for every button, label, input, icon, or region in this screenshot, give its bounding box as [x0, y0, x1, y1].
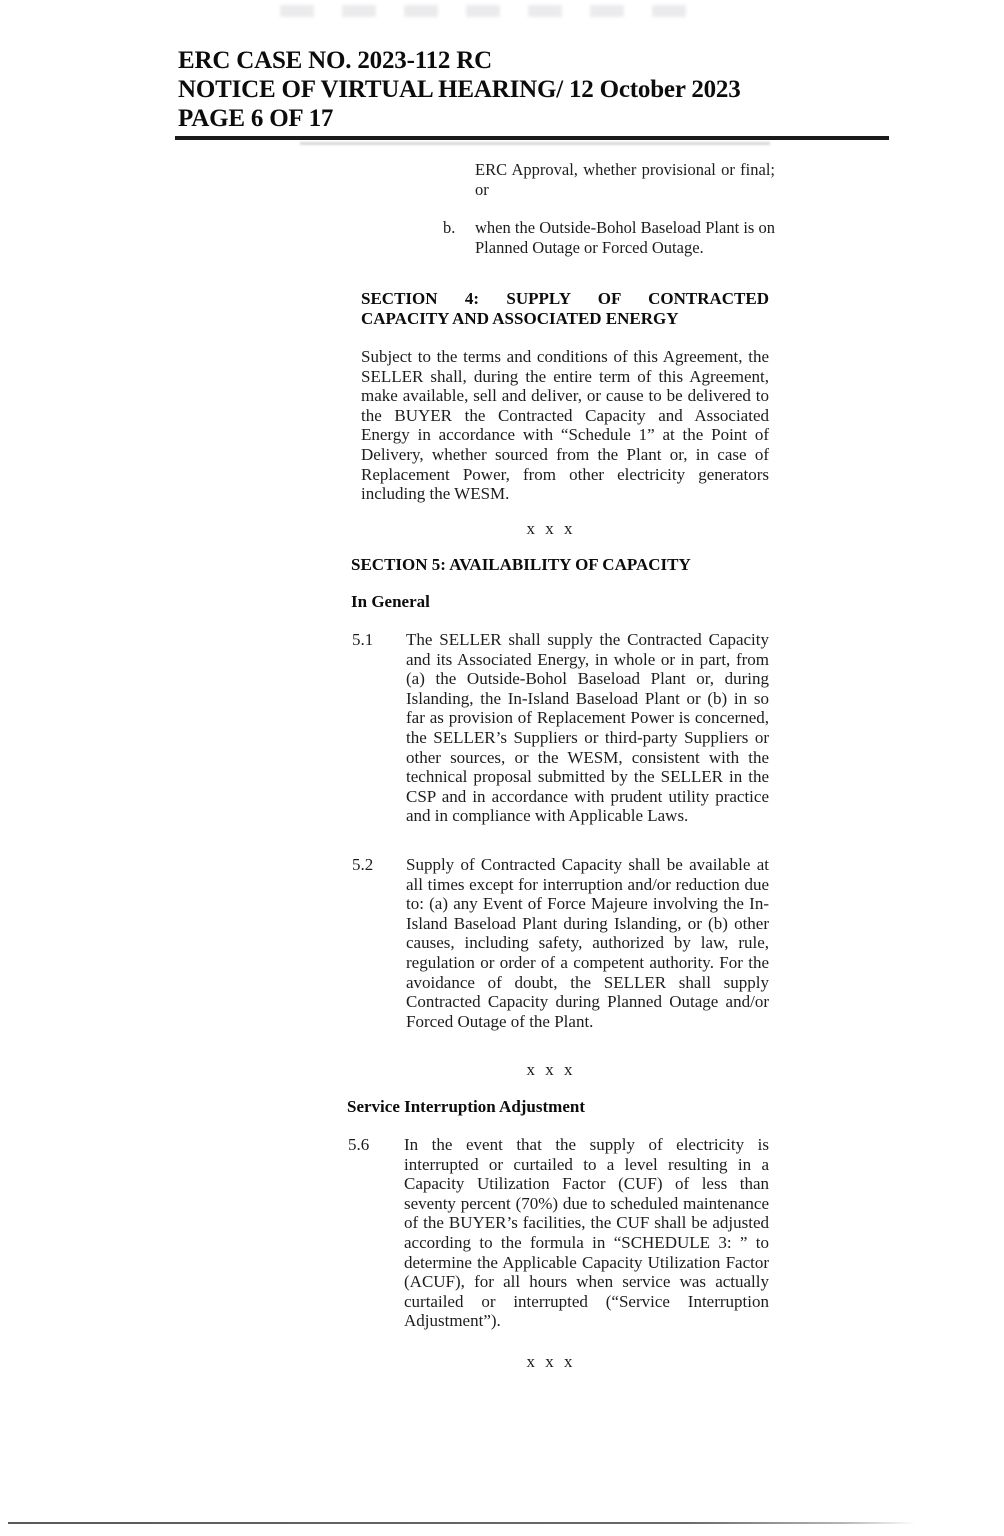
- clause-5-2-text: Supply of Contracted Capacity shall be available at all times except for interruption and/or reduction due to: (a) any Event of Force Majeure involving the In-Island Baseload Plant during Islanding, or (b) other causes, including safety, authorized by law, rule, regulation or order of a competent authority. For the avoidance of doubt, the SELLER shall supply Contracted Capacity during Planned Outage and/or Forced Outage of the Plant.: [406, 855, 769, 1031]
- separator-xxx-2: x x x: [526, 1060, 574, 1079]
- list-item-b-marker: b.: [443, 218, 456, 237]
- scan-artifact-rule-ghost: [300, 142, 770, 145]
- section-4-heading-line2: CAPACITY AND ASSOCIATED ENERGY: [361, 308, 679, 328]
- section-4-heading: [361, 289, 769, 328]
- header-page-number: PAGE 6 OF 17: [178, 105, 334, 132]
- section-4-heading-line1: SECTION 4: SUPPLY OF CONTRACTED: [361, 289, 769, 308]
- list-item-b: [443, 218, 775, 257]
- section-4-body-paragraph: Subject to the terms and conditions of this Agreement, the SELLER shall, during the entire term of this Agreement, make available, sell and deliver, or cause to be delivered to the BUYER the Contracted Capacity and Associated Energy in accordance with “Schedule 1” at the Point of Delivery, whether sourced from the Plant or, in case of Replacement Power, from other electricity generators including the WESM.: [361, 347, 769, 504]
- list-item-a-continuation-text: ERC Approval, whether provisional or final; or: [475, 160, 775, 199]
- bottom-scan-line: [8, 1522, 916, 1524]
- clause-5-2-number: 5.2: [352, 855, 374, 874]
- clause-5-1-number: 5.1: [352, 630, 374, 649]
- subheading-in-general: In General: [351, 592, 430, 611]
- header-rule: [175, 136, 889, 140]
- clause-5-6: [348, 1135, 769, 1331]
- section-5-heading: SECTION 5: AVAILABILITY OF CAPACITY: [351, 555, 691, 574]
- separator-xxx-3: x x x: [526, 1352, 574, 1371]
- clause-5-6-text: In the event that the supply of electricity is interrupted or curtailed to a level resulting in a Capacity Utilization Factor (CUF) of less than seventy percent (70%) due to scheduled maintenance of the BUYER’s facilities, the CUF shall be adjusted according to the formula in “SCHEDULE 3: ” to determine the Applicable Capacity Utilization Factor (ACUF), for all hours when service was actually curtailed or interrupted (“Service Interruption Adjustment”).: [404, 1135, 769, 1331]
- subheading-service-interruption-adjustment: Service Interruption Adjustment: [347, 1097, 585, 1116]
- clause-5-1-text: The SELLER shall supply the Contracted Capacity and its Associated Energy, in whole or in part, from (a) the Outside-Bohol Baseload Plant or, during Islanding, the In-Island Baseload Plant or (b) in so far as provision of Replacement Power is concerned, the SELLER’s Suppliers or third-party Suppliers or other sources, or the WESM, consistent with the technical proposal submitted by the SELLER in the CSP and in accordance with prudent utility practice and in compliance with Applicable Laws.: [406, 630, 769, 826]
- document-header: [178, 46, 918, 133]
- header-case-number: ERC CASE NO. 2023-112 RC: [178, 47, 492, 74]
- scan-artifact-top: [280, 5, 710, 17]
- separator-xxx-1: x x x: [526, 519, 574, 538]
- clause-5-6-number: 5.6: [348, 1135, 370, 1154]
- clause-5-2: [352, 855, 769, 1031]
- header-notice-title: NOTICE OF VIRTUAL HEARING/ 12 October 2023: [178, 76, 741, 103]
- clause-5-1: [352, 630, 769, 826]
- list-item-b-text: when the Outside-Bohol Baseload Plant is on Planned Outage or Forced Outage.: [475, 218, 775, 257]
